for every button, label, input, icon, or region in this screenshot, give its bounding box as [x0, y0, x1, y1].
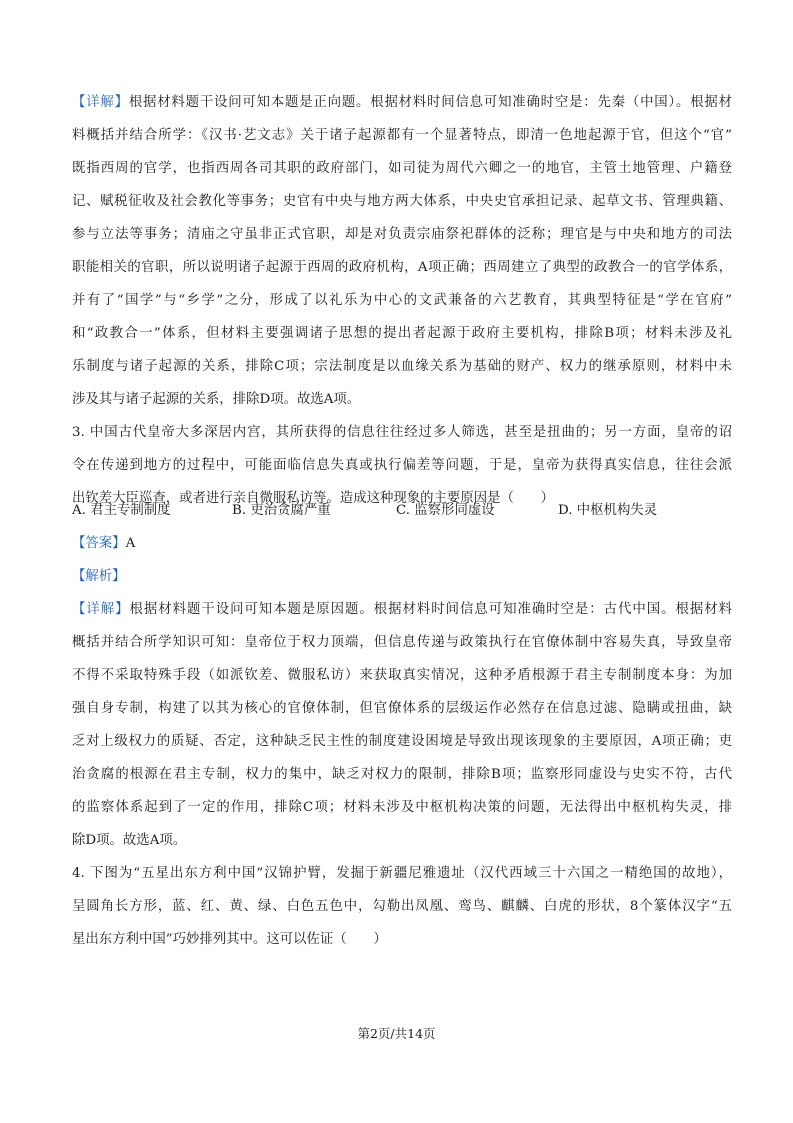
question-3-stem-line-2: 令在传递到地方的过程中，可能面临信息失真或执行偏差等问题，于是，皇帝为获得真实信息，往往会派: [72, 458, 732, 473]
question-4-stem-line-1: 4. 下图为“五星出东方利中国”汉锦护臂，发掘于新疆尼雅遗址（汉代西域三十六国之一精绝国的故地），: [72, 866, 732, 881]
option-b: B. 吏治贪腐严重: [232, 503, 331, 518]
question-3-options: [72, 502, 732, 520]
detail-1-line-8: 和“政教合一”体系，但材料主要强调诸子思想的提出者起源于政府主要机构，排除B项；材料未涉及礼: [72, 326, 732, 341]
answer-line: [72, 535, 732, 553]
question-4-stem-line-2: 呈圆角长方形，蓝、红、黄、绿、白色五色中，勾勒出凤凰、鸾鸟、麒麟、白虎的形状，8个篆体汉字“五: [72, 899, 732, 914]
detail-tag: 【详解】: [72, 95, 129, 110]
detail-2-line-2: 概括并结合所学知识可知：皇帝位于权力顶端，但信息传递与政策执行在官僚体制中容易失真，导致皇帝: [72, 635, 732, 650]
detail-2-line-4: 强自身专制，构建了以其为核心的官僚体制，但官僚体系的层级运作必然存在信息过滤、隐瞒或扭曲，缺: [72, 701, 732, 716]
detail-1-line-1: 【详解】根据材料题干设问可知本题是正向题。根据材料时间信息可知准确时空是：先秦（中国）。根据材: [72, 95, 732, 110]
detail-2-line-7: 的监察体系起到了一定的作用，排除C项；材料未涉及中枢机构决策的问题，无法得出中枢机构失灵，排: [72, 800, 732, 815]
question-3-stem-line-1: 3. 中国古代皇帝大多深居内宫，其所获得的信息往往经过多人筛选，甚至是扭曲的；另一方面，皇帝的诏: [72, 425, 732, 440]
detail-tag: 【详解】: [72, 602, 130, 617]
analysis-line: [72, 568, 732, 586]
question-4-stem-line-3: 星出东方利中国”巧妙排列其中。这可以佐证（ ）: [72, 932, 387, 947]
detail-1-line-9: 乐制度与诸子起源的关系，排除C项；宗法制度是以血缘关系为基础的财产、权力的继承原则，材料中未: [72, 359, 732, 374]
detail-1-line-10: 涉及其与诸子起源的关系，排除D项。故选A项。: [72, 392, 361, 407]
detail-1-line-2: 料概括并结合所学：《汉书·艺文志》关于诸子起源都有一个显著特点，即清一色地起源于官，但这个“官”: [72, 128, 732, 143]
detail-1-line-5: 参与立法等事务；清庙之守虽非正式官职，却是对负责宗庙祭祀群体的泛称；理官是与中央和地方的司法: [72, 227, 732, 242]
detail-2-line-6: 治贪腐的根源在君主专制，权力的集中，缺乏对权力的限制，排除B项；监察形同虚设与史实不符，古代: [72, 767, 732, 782]
page-number-footer: 第2页/共14页: [357, 1026, 436, 1041]
detail-2-line-1: 【详解】根据材料题干设问可知本题是原因题。根据材料时间信息可知准确时空是：古代中国。根据材料: [72, 602, 732, 617]
analysis-tag: 【解析】: [72, 569, 126, 584]
detail-1-line-6: 职能相关的官职，所以说明诸子起源于西周的政府机构，A项正确；西周建立了典型的政教合一的官学体系，: [72, 260, 732, 275]
option-d: D. 中枢机构失灵: [558, 503, 658, 518]
detail-2-line-8: 除D项。故选A项。: [72, 833, 187, 848]
detail-1-line-3: 既指西周的官学，也指西周各司其职的政府部门，如司徒为周代六卿之一的地官，主管土地管理、户籍登: [72, 161, 732, 176]
detail-2-line-5: 乏对上级权力的质疑、否定，这种缺乏民主性的制度建设困境是导致出现该现象的主要原因，A项正确；吏: [72, 734, 732, 749]
question-3-stem-line-3: 出钦差大臣巡查，或者进行亲自微服私访等。造成这种现象的主要原因是（ ）: [72, 491, 555, 506]
detail-1-line-7: 并有了“国学”与“乡学”之分，形成了以礼乐为中心的文武兼备的六艺教育，其典型特征是“学在官府”: [72, 293, 732, 308]
answer-value: A: [125, 536, 136, 551]
detail-1-line-4: 记、赋税征收及社会教化等事务；史官有中央与地方两大体系，中央史官承担记录、起草文书、管理典籍、: [72, 194, 732, 209]
option-c: C. 监察形同虚设: [396, 503, 495, 518]
option-a: A. 君主专制制度: [72, 503, 171, 518]
answer-tag: 【答案】: [72, 536, 126, 551]
detail-2-line-3: 不得不采取特殊手段（如派钦差、微服私访）来获取真实情况，这种矛盾根源于君主专制制度本身：为加: [72, 668, 732, 683]
